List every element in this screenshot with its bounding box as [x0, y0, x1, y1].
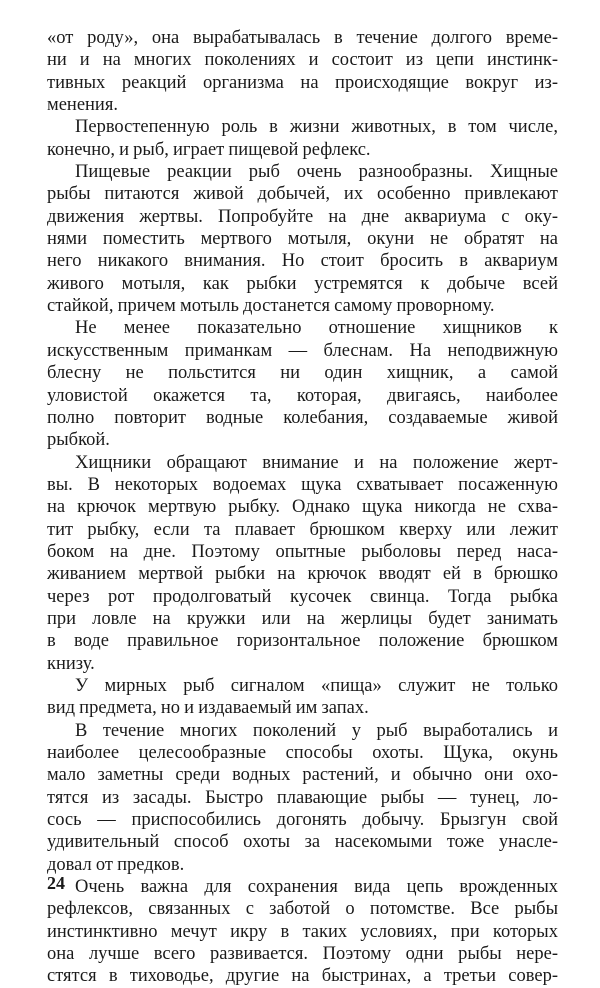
text-line: тивных реакций организма на происходящие вокруг из- — [47, 72, 558, 93]
text-line: живанием мертвой рыбки на крючок вводят ей в брюшко — [47, 564, 558, 585]
paragraph — [47, 452, 558, 675]
text-line: в воде правильное горизонтальное положение брюшком — [47, 631, 558, 652]
text-line: Не менее показательно отношение хищников к — [75, 318, 558, 339]
text-line: живого мотыля, как рыбки устремятся к добыче всей — [47, 273, 558, 294]
text-line: при ловле на кружки или на жерлицы будет занимать — [47, 608, 558, 629]
page-number: 24 — [47, 873, 65, 893]
text-line: Очень важна для сохранения вида цепь врожденных — [75, 877, 558, 898]
text-line: инстинктивно мечут икру в таких условиях, при которых — [47, 921, 558, 942]
text-line: блесну не польстится ни один хищник, а самой — [47, 363, 558, 384]
text-line: искусственным приманкам — блеснам. На неподвижную — [47, 340, 558, 361]
page-body-text — [47, 27, 558, 988]
text-line: вид предмета, но и издаваемый им запах. — [47, 698, 369, 719]
text-line: рыбы питаются живой добычей, их особенно привлекают — [47, 184, 558, 205]
text-line: наиболее целесообразные способы охоты. Щука, окунь — [47, 743, 558, 763]
text-line: сось — приспособились догонять добычу. Брызгун свой — [47, 810, 558, 831]
text-line: тятся из засады. Быстро плавающие рыбы — тунец, ло- — [47, 787, 558, 808]
paragraph — [47, 720, 558, 876]
text-line: Хищники обращают внимание и на положение жерт- — [75, 452, 558, 473]
text-line: рефлексов, связанных с заботой о потомстве. Все рыбы — [47, 899, 558, 920]
paragraph — [47, 675, 558, 720]
paragraph — [47, 317, 558, 451]
text-line: Первостепенную роль в жизни животных, в том числе, — [75, 117, 558, 138]
text-line: полно повторит водные колебания, создаваемые живой — [47, 407, 558, 428]
text-line: ни и на многих поколениях и состоит из цепи инстинк- — [47, 50, 558, 71]
text-line: мало заметны среди водных растений, и обычно они охо- — [47, 765, 558, 786]
text-line: книзу. — [47, 653, 95, 674]
text-line: менения. — [47, 95, 118, 116]
text-line: движения жертвы. Попробуйте на дне аквариума с оку- — [47, 206, 558, 227]
text-line: рыбкой. — [47, 430, 110, 451]
text-line: «от роду», она вырабатывалась в течение долгого време- — [47, 28, 558, 48]
paragraph — [47, 161, 558, 317]
text-line: него никакого внимания. Но стоит бросить в аквариум — [47, 251, 558, 272]
text-line: она лучше всего развивается. Поэтому одни рыбы нере- — [47, 944, 558, 965]
text-line: тит рыбку, если та плавает брюшком кверху или лежит — [47, 519, 558, 540]
text-line: стятся в тиховодье, другие на быстринах, а третьи совер- — [47, 966, 558, 987]
text-line: конечно, и рыб, играет пищевой рефлекс. — [47, 139, 371, 160]
text-line: нями поместить мертвого мотыля, окуни не обратят на — [47, 229, 558, 250]
text-line: удивительный способ охоты за насекомыми тоже унасле- — [47, 832, 558, 853]
text-line: У мирных рыб сигналом «пища» служит не только — [75, 675, 558, 696]
text-line: Пищевые реакции рыб очень разнообразны. Хищные — [75, 162, 558, 183]
text-line: В течение многих поколений у рыб выработались и — [75, 720, 558, 741]
text-line: через рот продолговатый кусочек свинца. Тогда рыбка — [47, 586, 558, 607]
text-line: довал от предков. — [47, 854, 185, 875]
text-line: вы. В некоторых водоемах щука схватывает посаженную — [47, 474, 558, 495]
paragraph — [47, 876, 558, 988]
text-line: боком на дне. Поэтому опытные рыболовы перед наса- — [47, 541, 558, 562]
text-line: стайкой, причем мотыль достанется самому проворному. — [47, 296, 495, 317]
text-line: на крючок мертвую рыбку. Однако щука никогда не схва- — [47, 497, 558, 518]
paragraph — [47, 27, 558, 116]
text-line: уловистой окажется та, которая, двигаясь, наиболее — [47, 385, 558, 406]
paragraph — [47, 116, 558, 161]
